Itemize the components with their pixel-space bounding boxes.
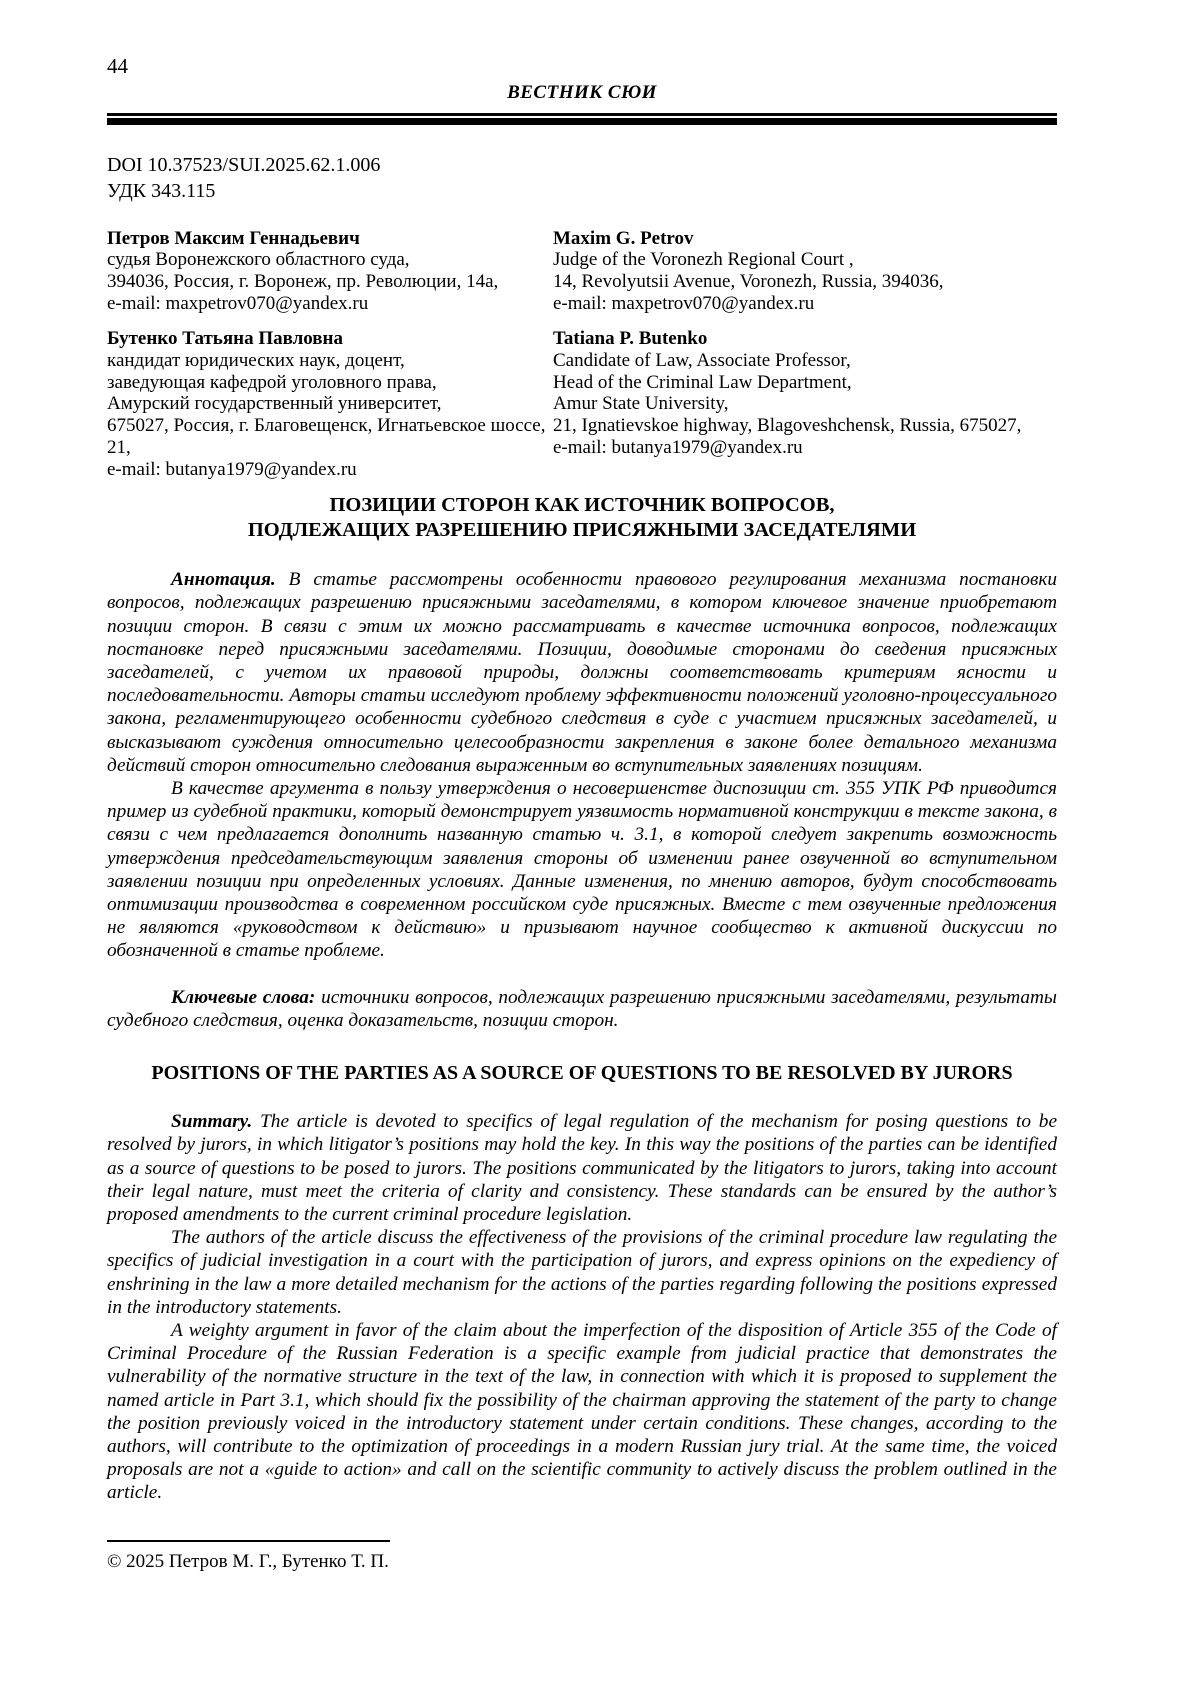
abstract-label: Аннотация. <box>171 569 276 591</box>
summary-paragraph-2: The authors of the article discuss the effectiveness of the provisions of the criminal procedure law regulating the specifics of judicial investigation in a court with the participation of jurors, and express opinions on the expediency of enshrining in the law a more detailed mechanism for the actions of the parties regarding following the positions expressed in the introductory statements. <box>107 1227 1057 1318</box>
copyright-line: © 2025 Петров М. Г., Бутенко Т. П. <box>107 1551 389 1572</box>
author-block-butenko-en <box>553 328 1057 480</box>
author-address-line: 21, Ignatievskoe highway, Blagoveshchensk, Russia, 675027, <box>553 415 1022 437</box>
abstract-paragraph-1 <box>107 568 1057 777</box>
summary-label: Summary. <box>171 1111 253 1133</box>
author-degree-line: кандидат юридических наук, доцент, <box>107 350 405 372</box>
author-block-butenko-ru <box>107 328 553 480</box>
title-ru-line-2: ПОДЛЕЖАЩИХ РАЗРЕШЕНИЮ ПРИСЯЖНЫМИ ЗАСЕДАТЕЛЯМИ <box>247 518 917 541</box>
keywords-label: Ключевые слова: <box>171 986 316 1008</box>
author-block-petrov-ru <box>107 228 553 315</box>
header-rule-thin <box>107 113 1057 116</box>
author-affiliation-line: Judge of the Voronezh Regional Court , <box>553 249 854 271</box>
journal-header-title: ВЕСТНИК СЮИ <box>507 82 657 103</box>
title-ru-line-1: ПОЗИЦИИ СТОРОН КАК ИСТОЧНИК ВОПРОСОВ, <box>329 494 835 517</box>
article-title-en: POSITIONS OF THE PARTIES AS A SOURCE OF QUESTIONS TO BE RESOLVED BY JURORS <box>151 1062 1013 1085</box>
udc-line: УДК 343.115 <box>107 179 216 202</box>
keywords-paragraph <box>107 986 1057 1032</box>
author-name: Петров Максим Геннадьевич <box>107 227 360 249</box>
author-affiliation-line: судья Воронежского областного суда, <box>107 249 410 271</box>
author-address-line: 14, Revolyutsii Avenue, Voronezh, Russia, 394036, <box>553 270 944 292</box>
summary-text-1: The article is devoted to specifics of legal regulation of the mechanism for posing questions to be resolved by jurors, in which litigator’s positions may hold the key. In this way the positions of the parties can be identified as a source of questions to be posed to jurors. The positions communicated by the litigators to jurors, taking into account their legal nature, must meet the criteria of clarity and consistency. These standards can be ensured by the author’s proposed amendments to the current criminal procedure legislation. <box>107 1111 1058 1225</box>
author-name: Maxim G. Petrov <box>553 227 694 249</box>
authors-section <box>107 228 1057 481</box>
summary-paragraph-3: A weighty argument in favor of the claim about the imperfection of the disposition of Article 355 of the Code of Criminal Procedure of the Russian Federation is a specific example from judicial practice that demonstrates the vulnerability of the normative structure in the text of the law, in connection with which it is proposed to supplement the named article in Part 3.1, which should fix the possibility of the chairman approving the statement of the party to change the position previously voiced in the introductory statement under certain conditions. These changes, according to the authors, will contribute to the optimization of proceedings in a modern Russian jury trial. At the same time, the voiced proposals are not a «guide to action» and call on the scientific community to actively discuss the problem outlined in the article. <box>107 1319 1057 1504</box>
page-number: 44 <box>107 54 128 78</box>
author-address-line: 394036, Россия, г. Воронеж, пр. Революции, 14а, <box>107 270 499 292</box>
author-block-petrov-en <box>553 228 1057 315</box>
author-name: Бутенко Татьяна Павловна <box>107 328 343 350</box>
author-email-line: e-mail: maxpetrov070@yandex.ru <box>107 292 369 314</box>
author-address-line: 675027, Россия, г. Благовещенск, Игнатьевское шоссе, 21, <box>107 415 546 458</box>
author-email-line: e-mail: butanya1979@yandex.ru <box>107 458 357 480</box>
page-footer <box>107 1540 1057 1573</box>
author-position-line: Head of the Criminal Law Department, <box>553 371 852 393</box>
author-affiliation-line: Amur State University, <box>553 393 729 415</box>
author-position-line: заведующая кафедрой уголовного права, <box>107 371 437 393</box>
author-affiliation-line: Амурский государственный университет, <box>107 393 442 415</box>
doi-line: DOI 10.37523/SUI.2025.62.1.006 <box>107 153 381 176</box>
author-name: Tatiana P. Butenko <box>553 328 708 350</box>
abstract-paragraph-2: В качестве аргумента в пользу утверждения о несовершенстве диспозиции ст. 355 УПК РФ приводится пример из судебной практики, который демонстрирует уязвимость нормативной конструкции в тексте закона, в связи с чем предлагается дополнить названную статью ч. 3.1, в которой следует закрепить возможность утверждения председательствующим заявления стороны об изменении ранее озвученной во вступительном заявлении позиции при определенных условиях. Данные изменения, по мнению авторов, будут способствовать оптимизации производства в современном российском суде присяжных. Вместе с тем озвученные предложения не являются «руководством к действию» и призывают научное сообщество к активной дискуссии по обозначенной в статье проблеме. <box>107 778 1057 962</box>
abstract-text-1: В статье рассмотрены особенности правового регулирования механизма постановки вопросов, подлежащих разрешению присяжными заседателями, в котором ключевое значение приобретают позиции сторон. В связи с этим их можно рассматривать в качестве источника вопросов, подлежащих постановке перед присяжными заседателями. Позиции, доводимые сторонами до сведения присяжных заседателей, с учетом их правовой природы, должны соответствовать критериям ясности и последовательности. Авторы статьи исследуют проблему эффективности положений уголовно-процессуального закона, регламентирующего особенности судебного следствия в суде с участием присяжных заседателей, и высказывают суждения относительно целесообразности закрепления в законе более детального механизма действий сторон относительно следования выраженным во вступительных заявлениях позициям. <box>107 569 1057 776</box>
author-degree-line: Candidate of Law, Associate Professor, <box>553 350 851 372</box>
page-content <box>107 0 1057 1505</box>
article-title-ru <box>107 493 1057 542</box>
summary-paragraph-1 <box>107 1110 1057 1226</box>
keywords-text: источники вопросов, подлежащих разрешению присяжными заседателями, результаты судебного следствия, оценка доказательств, позиции сторон. <box>107 986 1057 1031</box>
author-email-line: e-mail: butanya1979@yandex.ru <box>553 436 803 458</box>
header-double-rule <box>107 113 1057 125</box>
article-meta <box>107 152 1057 204</box>
header-rule-thick <box>107 118 1057 125</box>
footnote-rule <box>107 1540 390 1542</box>
author-email-line: e-mail: maxpetrov070@yandex.ru <box>553 292 815 314</box>
